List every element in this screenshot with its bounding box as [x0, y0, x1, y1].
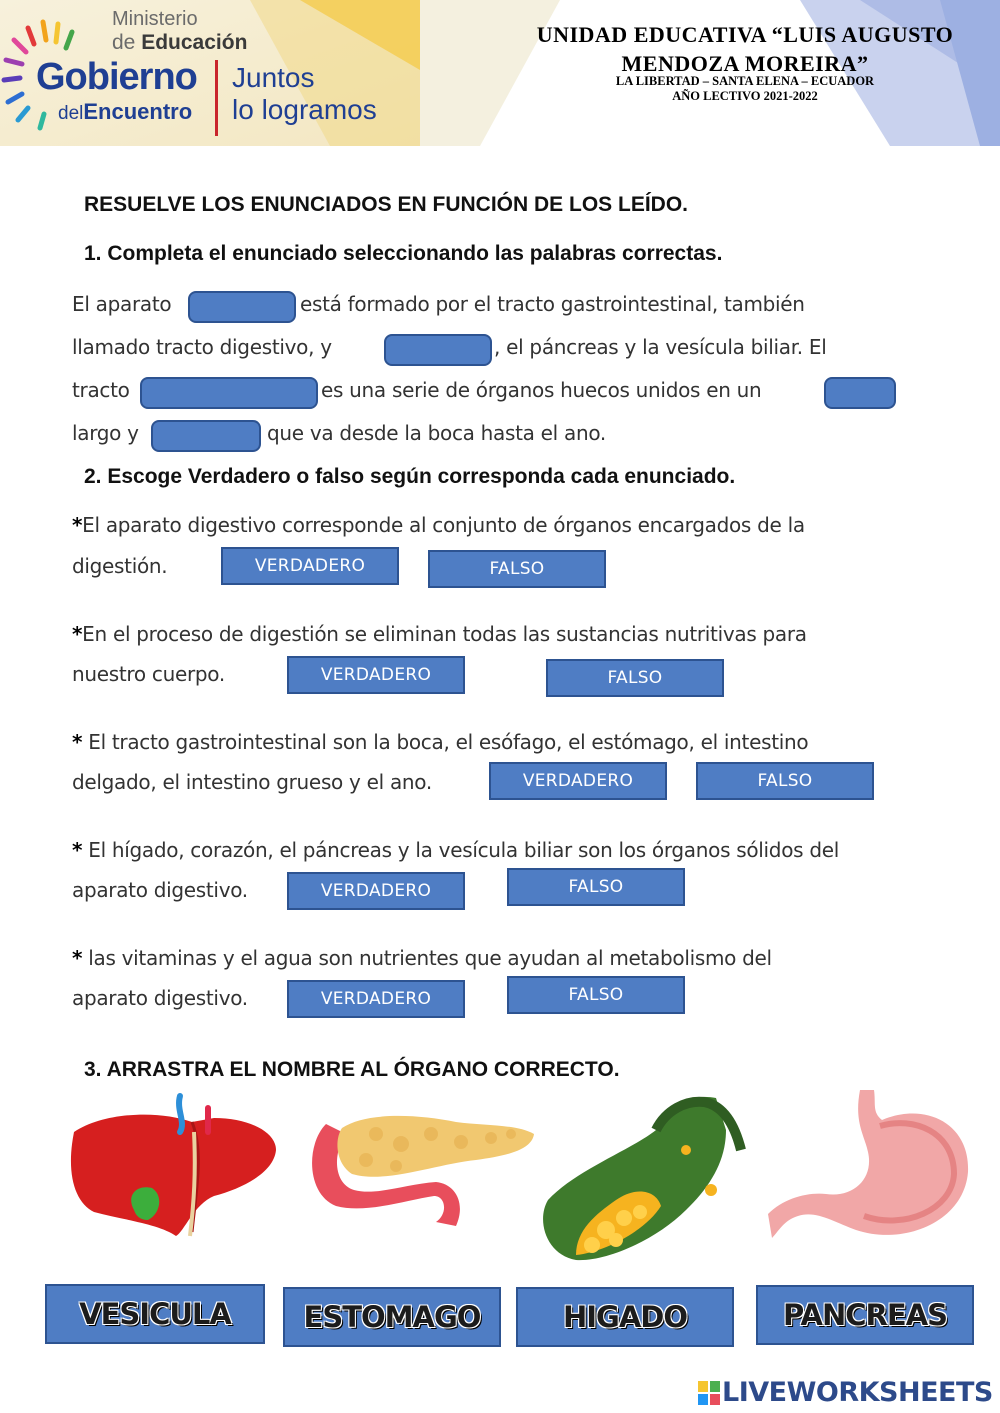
section1-line2-b: , el páncreas y la vesícula biliar. El [494, 335, 827, 359]
statement-5-text: las vitaminas y el agua son nutrientes que ayudan al metabolismo del [82, 946, 772, 970]
statement-3-line2: delgado, el intestino grueso y el ano. [72, 770, 432, 794]
school-details [500, 74, 990, 104]
school-year: AÑO LECTIVO 2021-2022 [672, 89, 818, 103]
statement-bullet: * [72, 513, 83, 537]
logo-divider [215, 60, 218, 136]
statement-5-line2: aparato digestivo. [72, 986, 248, 1010]
logo-educacion-text [112, 31, 247, 55]
statement-2-false-button[interactable]: FALSO [546, 659, 724, 697]
fill-blank-4[interactable] [824, 377, 896, 409]
statement-5-true-button[interactable]: VERDADERO [287, 980, 465, 1018]
fill-blank-3[interactable] [140, 377, 318, 409]
statement-3-text: El tracto gastrointestinal son la boca, el esófago, el estómago, el intestino [82, 730, 809, 754]
section3-title: 3. ARRASTRA EL NOMBRE AL ÓRGANO CORRECTO. [84, 1058, 620, 1081]
school-name-line2: MENDOZA MOREIRA” [621, 51, 869, 76]
statement-3-true-button[interactable]: VERDADERO [489, 762, 667, 800]
logo-encuentro-word: Encuentro [83, 99, 193, 124]
statement-1-true-button[interactable]: VERDADERO [221, 547, 399, 585]
school-location: LA LIBERTAD – SANTA ELENA – ECUADOR [615, 74, 875, 88]
statement-2-text: En el proceso de digestión se eliminan todas las sustancias nutritivas para [82, 622, 807, 646]
liveworksheets-brand: LIVEWORKSHEETS [722, 1377, 993, 1408]
statement-5-false-button[interactable]: FALSO [507, 976, 685, 1014]
fill-blank-5[interactable] [151, 420, 261, 452]
statement-1-line1 [72, 513, 805, 537]
section1-line1-a: El aparato [72, 292, 172, 316]
liveworksheets-logo-icon [698, 1381, 720, 1405]
section1-line2-a: llamado tracto digestivo, y [72, 335, 332, 359]
statement-1-text: El aparato digestivo corresponde al conjunto de órganos encargados de la [82, 513, 805, 537]
section1-line4-b: que va desde la boca hasta el ano. [267, 421, 606, 445]
statement-bullet: * [72, 946, 83, 970]
page-header [0, 0, 1000, 146]
statement-5-line1 [72, 946, 772, 970]
logo-ministerio-text: Ministerio [112, 8, 198, 30]
drag-label-estomago[interactable]: ESTOMAGO [283, 1287, 501, 1347]
logo-logramos-text: lo logramos [232, 94, 377, 125]
statement-4-true-button[interactable]: VERDADERO [287, 872, 465, 910]
pancreas-image [312, 1116, 534, 1226]
drag-label-vesicula[interactable]: VESICULA [45, 1284, 265, 1344]
statement-4-false-button[interactable]: FALSO [507, 868, 685, 906]
statement-1-false-button[interactable]: FALSO [428, 550, 606, 588]
fill-blank-2[interactable] [384, 334, 492, 366]
school-name [500, 20, 990, 78]
statement-4-line2: aparato digestivo. [72, 878, 248, 902]
section1-line4-a: largo y [72, 421, 139, 445]
section1-line1-b: está formado por el tracto gastrointestinal, también [300, 292, 805, 316]
logo-gobierno-text: Gobierno [36, 56, 197, 98]
drag-label-higado[interactable]: HIGADO [516, 1287, 734, 1347]
school-name-line1: UNIDAD EDUCATIVA “LUIS AUGUSTO [536, 22, 954, 47]
drag-label-pancreas[interactable]: PANCREAS [756, 1285, 974, 1345]
liver-image [64, 1092, 280, 1242]
logo-del-text: del [58, 103, 84, 124]
statement-bullet: * [72, 622, 83, 646]
instructions-heading: RESUELVE LOS ENUNCIADOS EN FUNCIÓN DE LOS LEÍDO. [84, 193, 688, 216]
stomach-image [768, 1090, 968, 1238]
section1-line3-a: tracto [72, 378, 130, 402]
fill-blank-1[interactable] [188, 291, 296, 323]
logo-de-text: de [112, 31, 136, 54]
logo-encuentro-text [58, 99, 192, 125]
logo-educacion-word: Educación [141, 31, 248, 54]
statement-4-line1 [72, 838, 839, 862]
section1-title: 1. Completa el enunciado seleccionando las palabras correctas. [84, 242, 723, 265]
statement-1-line2: digestión. [72, 554, 168, 578]
statement-bullet: * [72, 838, 83, 862]
logo-juntos-text: Juntos [232, 62, 315, 93]
statement-3-false-button[interactable]: FALSO [696, 762, 874, 800]
statement-2-line2: nuestro cuerpo. [72, 662, 225, 686]
statement-2-line1 [72, 622, 807, 646]
section1-line3-b: es una serie de órganos huecos unidos en un [321, 378, 762, 402]
section2-title: 2. Escoge Verdadero o falso según corresponda cada enunciado. [84, 465, 736, 488]
gallbladder-image [543, 1097, 741, 1260]
statement-bullet: * [72, 730, 83, 754]
statement-4-text: El hígado, corazón, el páncreas y la vesícula biliar son los órganos sólidos del [82, 838, 839, 862]
statement-3-line1 [72, 730, 808, 754]
statement-2-true-button[interactable]: VERDADERO [287, 656, 465, 694]
